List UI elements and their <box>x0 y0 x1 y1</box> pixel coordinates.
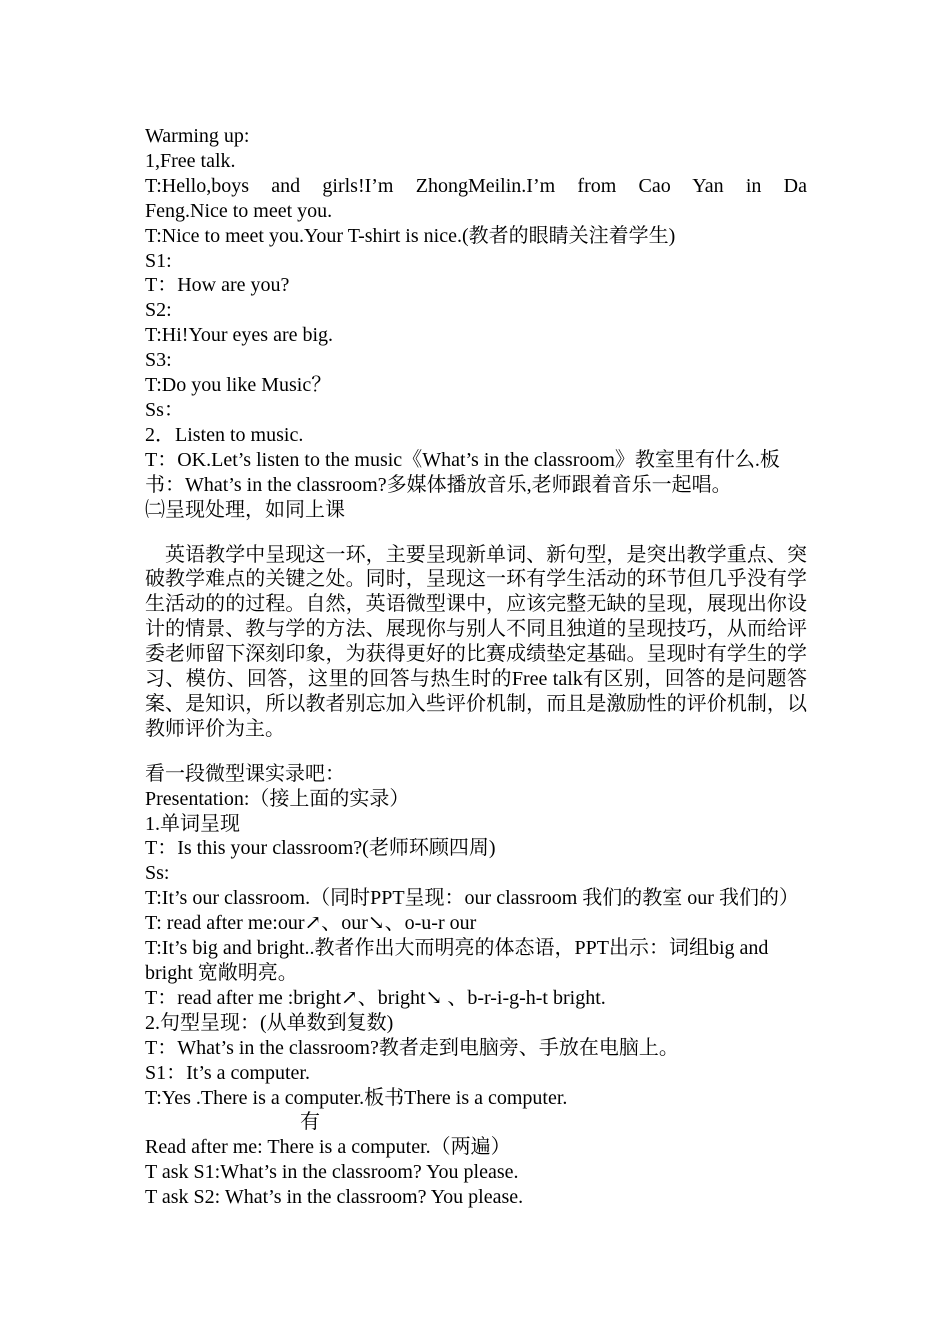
dialogue-line: T：How are you? <box>145 274 290 297</box>
dialogue-line: T: read after me:our↗、our↘、o-u-r our <box>145 912 477 935</box>
dialogue-line: T:Nice to meet you.Your T-shirt is nice.(教者的眼睛关注着学生) <box>145 224 676 247</box>
dialogue-paragraph: T:It’s our classroom.（同时PPT呈现：our classroom 我们的教室 our 我们的） <box>145 887 799 910</box>
dialogue-line: S2: <box>145 299 172 322</box>
dialogue-line: Feng.Nice to meet you. <box>145 199 333 222</box>
dialogue-line: T:Hi!Your eyes are big. <box>145 324 334 347</box>
dialogue-paragraph: T:It’s big and bright..教者作出大而明亮的体态语，PPT出示：词组big and bright 宽敞明亮。 <box>145 937 769 984</box>
dialogue-line: T：What’s in the classroom?教者走到电脑旁、手放在电脑上。 <box>145 1036 679 1059</box>
dialogue-line: Ss: <box>145 862 170 885</box>
dialogue-line: T：read after me :bright↗、bright↘ 、b-r-i-g-h-t bright. <box>145 986 606 1009</box>
step-sentence-presentation: 2.句型呈现：(从单数到复数) <box>145 1011 394 1034</box>
body-paragraph: 英语教学中呈现这一环，主要呈现新单词、新句型，是突出教学重点、突破教学难点的关键之处。同时，呈现这一环有学生活动的环节但几乎没有学生活动的的过程。自然，英语微型课中，应该完整无缺的呈现，展现出你设计的情景、教与学的方法、展现你与别人不同且独道的呈现技巧，从而给评委老师留下深刻印象，为获得更好的比赛成绩垫定基础。呈现时有学生的学习、模仿、回答，这里的回答与热生时的Free talk有区别，回答的是问题答案、是知识，所以教者别忘加入些评价机制，而且是激励性的评价机制，以教师评价为主。 <box>145 543 807 740</box>
step-word-presentation: 1.单词呈现 <box>145 812 240 835</box>
intro-line: 看一段微型课实录吧： <box>145 762 345 785</box>
heading-presentation: Presentation:（接上面的实录） <box>145 787 410 810</box>
step-listen-to-music: 2．Listen to music. <box>145 423 304 446</box>
document-body <box>145 124 807 1210</box>
dialogue-line: Ss： <box>145 398 184 421</box>
dialogue-line: S1: <box>145 249 172 272</box>
section-heading: ㈡呈现处理，如同上课 <box>145 498 345 521</box>
dialogue-line: T:Yes .There is a computer.板书There is a computer. <box>145 1086 568 1109</box>
dialogue-line: Read after me: There is a computer.（两遍） <box>145 1136 511 1159</box>
step-free-talk: 1,Free talk. <box>145 149 236 172</box>
dialogue-line: T:Do you like Music？ <box>145 374 332 397</box>
dialogue-paragraph: T：OK.Let’s listen to the music《What’s in the classroom》教室里有什么.板书：What’s in the classroom?多媒体播放音乐,老师跟着音乐一起唱。 <box>145 448 780 496</box>
dialogue-line: T ask S1:What’s in the classroom? You please. <box>145 1161 519 1184</box>
dialogue-line: S1：It’s a computer. <box>145 1061 310 1084</box>
dialogue-line: S3: <box>145 349 172 372</box>
dialogue-line: T：Is this your classroom?(老师环顾四周) <box>145 837 496 860</box>
heading-warming-up: Warming up: <box>145 125 250 147</box>
dialogue-line: T ask S2: What’s in the classroom? You please. <box>145 1186 524 1209</box>
annotation-you: 有 <box>300 1111 320 1134</box>
dialogue-line: T:Hello,boys and girls!I’m ZhongMeilin.I’m from Cao Yan in Da <box>145 174 807 197</box>
